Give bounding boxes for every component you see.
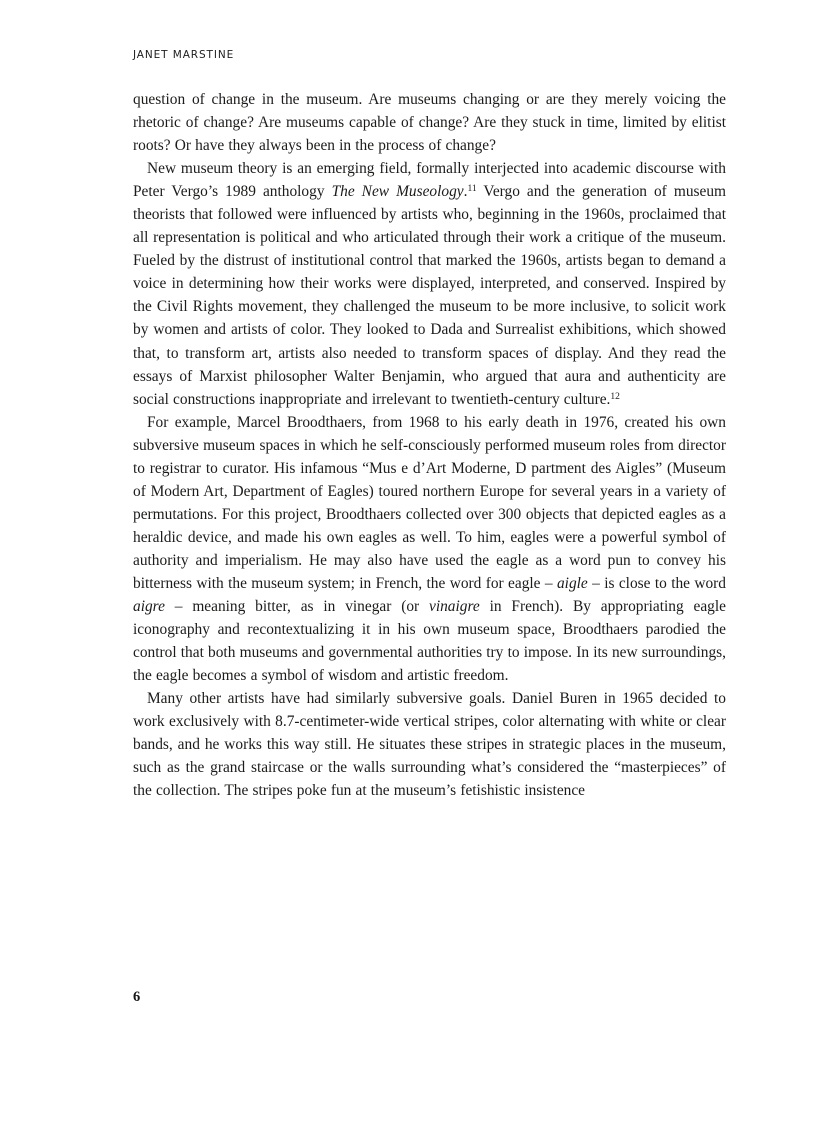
footnote-marker: 12 xyxy=(610,390,620,402)
footnote-marker: 11 xyxy=(467,182,477,194)
body-text-block xyxy=(133,88,726,802)
para-daniel-buren: Many other artists have had similarly subversive goals. Daniel Buren in 1965 decided to work exclusively with 8.7-centimeter-wide vertical stripes, color alternating with white or clear bands, and he works this way still. He situates these stripes in strategic places in the museum, such as the grand staircase or the walls surrounding what’s considered the “masterpieces” of the collection. The stripes poke fun at the museum’s fetishistic insistence xyxy=(133,690,726,800)
para-new-museum-theory: New museum theory is an emerging field, formally interjected into academic discourse with Peter Vergo’s 1989 anthology The New Museology.$^{11}$ Vergo and the generation of museum theorists that followed were influenced by artists who, beginning in the 1960s, proclaimed that all representation is political and who articulated through their work a critique of the museum. Fueled by the distrust of institutional control that marked the 1960s, artists began to demand a voice in determining how their works were displayed, interpreted, and conserved. Inspired by the Civil Rights movement, they challenged the museum to be more inclusive, to solicit work by women and artists of color. They looked to Dada and Surrealist exhibitions, which showed that, to transform art, artists also needed to transform spaces of display. And they read the essays of Marxist philosopher Walter Benjamin, who argued that aura and authenticity are social constructions inappropriate and irrelevant to twentieth-century culture.$^{12}$ xyxy=(133,160,726,408)
running-head: JANET MARSTINE xyxy=(133,49,235,61)
para-broodthaers: For example, Marcel Broodthaers, from 1968 to his early death in 1976, created his own subversive museum spaces in which he self-consciously performed museum roles from director to registrar to curator. His infamous “Mus e d’Art Moderne, D partment des Aigles” (Museum of Modern Art, Department of Eagles) toured northern Europe for several years in a variety of permutations. For this project, Broodthaers collected over 300 objects that depicted eagles as a heraldic device, and made his own eagles as well. To him, eagles were a powerful symbol of authority and imperialism. He may also have used the eagle as a word pun to convey his bitterness with the museum system; in French, the word for eagle – aigle – is close to the word aigre – meaning bitter, as in vinegar (or vinaigre in French). By appropriating eagle iconography and recontextualizing it in his own museum space, Broodthaers parodied the control that both museums and governmental authorities try to impose. In its new surroundings, the eagle becomes a symbol of wisdom and artistic freedom. xyxy=(133,413,727,685)
page-number: 6 xyxy=(133,989,141,1005)
para-question-of-change: question of change in the museum. Are museums changing or are they merely voicing the rhetoric of change? Are museums capable of change? Are they stuck in time, limited by elitist roots? Or have they always been in the process of change? xyxy=(133,91,726,155)
